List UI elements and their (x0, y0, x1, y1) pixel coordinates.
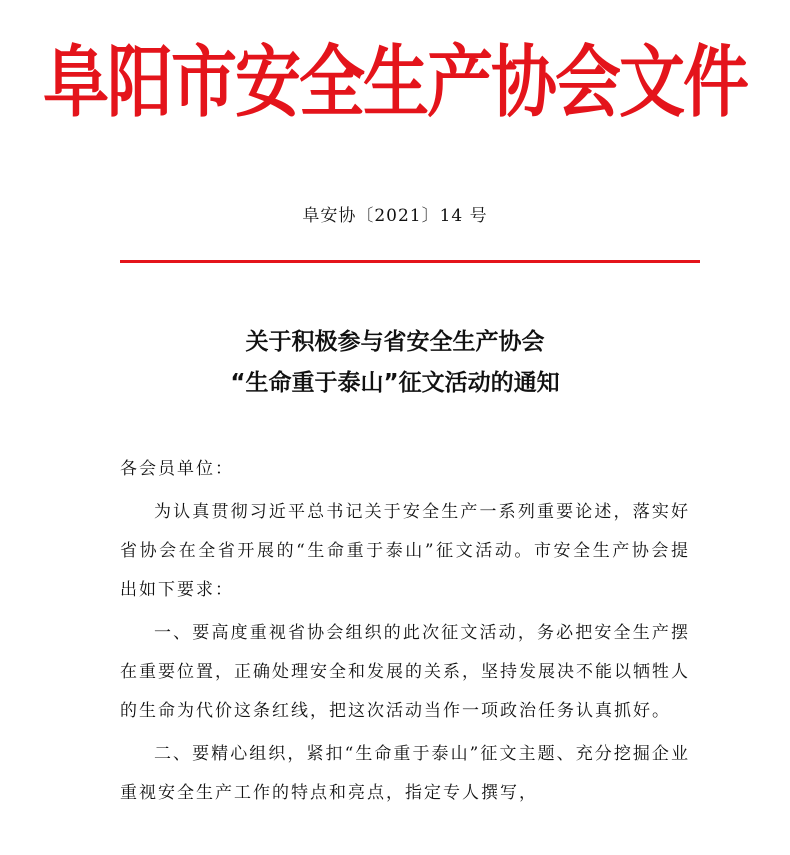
document-body (120, 450, 690, 813)
paragraph-item-1: 一、要高度重视省协会组织的此次征文活动，务必把安全生产摆在重要位置，正确处理安全和发展的关系，坚持发展决不能以牺牲人的生命为代价这条红线，把这次活动当作一项政治任务认真抓好。 (120, 623, 690, 721)
document-number: 阜安协〔2021〕14 号 (302, 206, 488, 226)
salutation: 各会员单位： (120, 459, 234, 479)
notice-title-line-2: “生命重于泰山”征文活动的通知 (230, 370, 560, 396)
notice-title (0, 322, 790, 404)
red-divider-line (120, 260, 700, 263)
document-header-title: 阜阳市安全生产协会文件 (43, 36, 747, 128)
paragraph-item-2: 二、要精心组织，紧扣“生命重于泰山”征文主题、充分挖掘企业重视安全生产工作的特点和亮点，指定专人撰写， (120, 744, 690, 803)
paragraph-intro: 为认真贯彻习近平总书记关于安全生产一系列重要论述，落实好省协会在全省开展的“生命重于泰山”征文活动。市安全生产协会提出如下要求： (120, 502, 690, 600)
notice-title-line-1: 关于积极参与省安全生产协会 (245, 329, 545, 355)
